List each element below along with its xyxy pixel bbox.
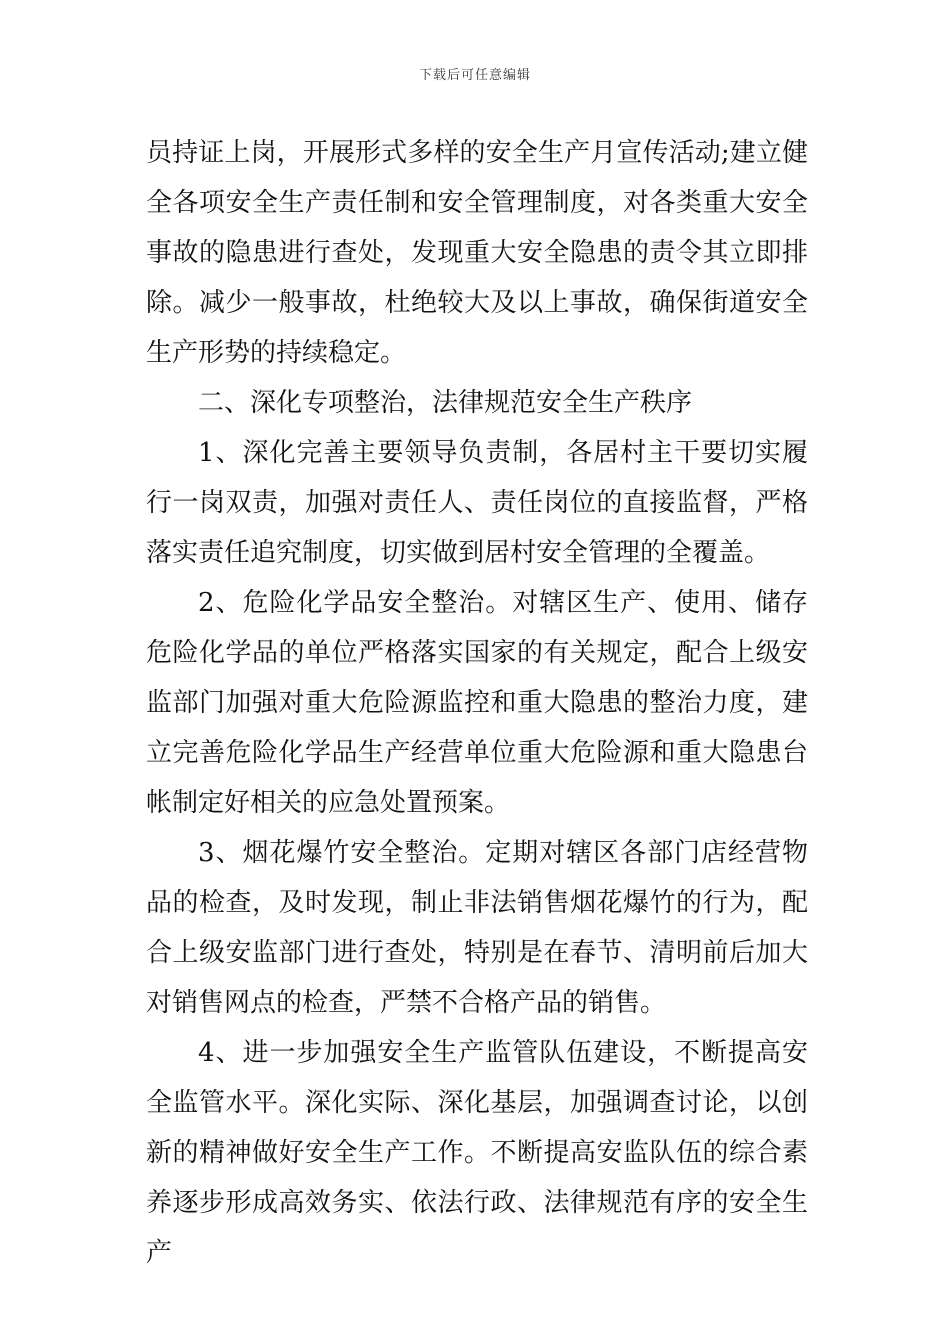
paragraph-item-2: 2、危险化学品安全整治。对辖区生产、使用、储存危险化学品的单位严格落实国家的有关规定，配合上级安监部门加强对重大危险源监控和重大隐患的整治力度，建立完善危险化学品生产经营单位重大危险源和重大隐患台帐制定好相关的应急处置预案。 [146, 588, 808, 818]
page-header: 下载后可任意编辑 [418, 68, 531, 83]
paragraph-item-4: 4、进一步加强安全生产监管队伍建设，不断提高安全监管水平。深化实际、深化基层，加强调查讨论，以创新的精神做好安全生产工作。不断提高安监队伍的综合素养逐步形成高效务实、依法行政、法律规范有序的安全生产 [146, 1038, 808, 1268]
paragraph-1: 员持证上岗，开展形式多样的安全生产月宣传活动;建立健全各项安全生产责任制和安全管理制度，对各类重大安全事故的隐患进行查处，发现重大安全隐患的责令其立即排除。减少一般事故，杜绝较大及以上事故，确保街道安全生产形势的持续稳定。 [146, 138, 808, 368]
section-heading-2: 二、深化专项整治，法律规范安全生产秩序 [198, 388, 693, 418]
paragraph-item-3: 3、烟花爆竹安全整治。定期对辖区各部门店经营物品的检查，及时发现，制止非法销售烟花爆竹的行为，配合上级安监部门进行查处，特别是在春节、清明前后加大对销售网点的检查，严禁不合格产品的销售。 [146, 838, 808, 1018]
paragraph-item-1: 1、深化完善主要领导负责制，各居村主干要切实履行一岗双责，加强对责任人、责任岗位的直接监督，严格落实责任追究制度，切实做到居村安全管理的全覆盖。 [146, 438, 808, 568]
document-body [146, 128, 808, 1278]
